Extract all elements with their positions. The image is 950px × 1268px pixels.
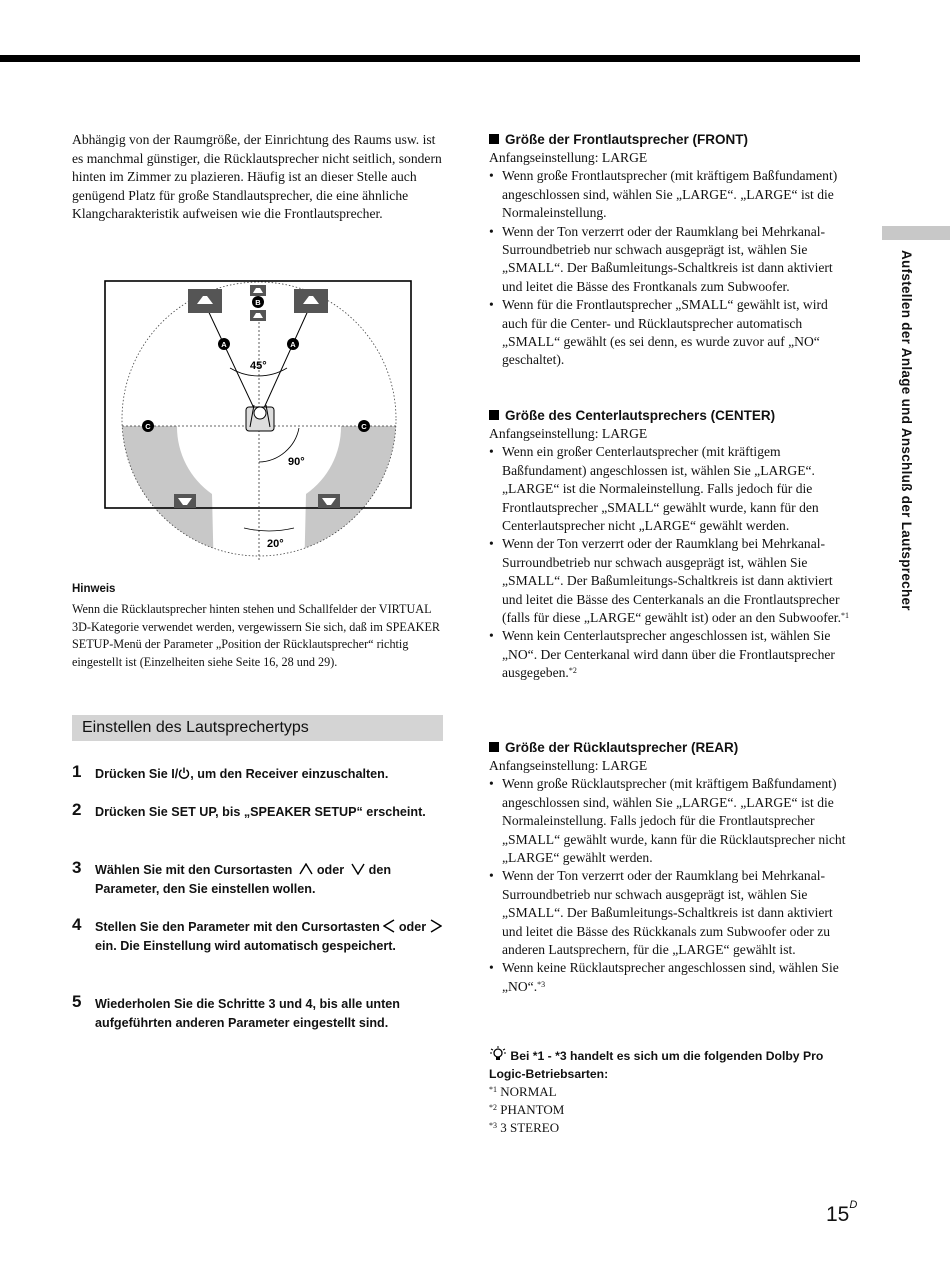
step-text: Stellen Sie den Parameter mit den Cursortasten oder ein. Die Einstellung wird automatisch gespeichert. xyxy=(95,918,447,956)
front-bullet: • Wenn für die Frontlautsprecher „SMALL“ gewählt ist, wird auch für die Center- und Rücklautsprecher automatisch „SMALL“ gewählt (es sei denn, es wurde zuvor auf „NO“ geschaltet). xyxy=(489,296,854,370)
listener-icon xyxy=(246,405,274,431)
cursor-up-icon xyxy=(299,863,313,875)
front-bullet: • Wenn große Frontlautsprecher (mit kräftigem Baßfundament) angeschlossen sind, wählen Sie „LARGE“. „LARGE“ ist die Normaleinstellung. xyxy=(489,167,854,222)
rear-initial-setting: Anfangseinstellung: LARGE xyxy=(489,758,648,773)
step-number: 1 xyxy=(72,762,82,781)
step-number: 2 xyxy=(72,800,82,819)
step-text: Drücken Sie I/ , um den Receiver einzuschalten. xyxy=(95,767,389,781)
center-heading: Größe des Centerlautsprechers (CENTER) xyxy=(489,407,854,425)
rear-bullet: • Wenn der Ton verzerrt oder der Raumklang bei Mehrkanal-Surroundbetrieb nur schwach ausgeprägt ist, wählen Sie „SMALL“. Der Baßumleitungs-Schaltkreis ist dann aktiviert und leitet die Bässe des Rückkanals zum Subwoofer oder zu anderen Lautsprechern, für die „LARGE“ gewählt ist. xyxy=(489,867,854,959)
step-number: 3 xyxy=(72,858,82,877)
front-heading: Größe der Frontlautsprecher (FRONT) xyxy=(489,131,854,149)
rear-bullet: • Wenn keine Rücklautsprecher angeschlossen sind, wählen Sie „NO“.$^{*3}$ xyxy=(489,959,854,996)
lightbulb-icon xyxy=(489,1046,507,1062)
front-right-line xyxy=(259,304,311,419)
label-b: B xyxy=(255,298,261,307)
page-number: $15^D$ xyxy=(826,1199,858,1226)
center-bullet: • Wenn der Ton verzerrt oder der Raumklang bei Mehrkanal-Surroundbetrieb nur schwach ausgeprägt ist, wählen Sie „SMALL“. Der Baßumleitungs-Schaltkreis ist dann aktiviert und leitet die Bässe des Centerkanals an die Frontlautsprecher (falls für diese „LARGE“ gewählt ist) oder an den Subwoofer.$^{*1}$ xyxy=(489,535,854,627)
rear-speaker-section xyxy=(489,739,854,996)
label-a-left: A xyxy=(221,340,227,349)
intro-paragraph: Abhängig von der Raumgröße, der Einrichtung des Raums usw. ist es manchmal günstiger, die Rücklautsprecher nicht seitlich, sondern hinten im Zimmer zu plazieren. Häufig ist an dieser Stelle auch genügend Platz für große Standlautsprecher, die eine ähnliche Klangcharakteristik aufweisen wie die Frontlautsprecher. xyxy=(72,132,442,222)
front-bullet: • Wenn der Ton verzerrt oder der Raumklang bei Mehrkanal-Surroundbetrieb nur schwach ausgeprägt ist, wählen Sie „SMALL“. Der Baßumleitungs-Schaltkreis ist dann aktiviert und leitet die Bässe des Frontkanals zum Subwoofer. xyxy=(489,223,854,297)
rear-right-speaker-icon xyxy=(318,494,340,508)
section-title: Einstellen des Lautsprechertyps xyxy=(82,719,309,736)
center-bullet: • Wenn ein großer Centerlautsprecher (mit kräftigem Baßfundament) angeschlossen ist, wählen Sie „LARGE“. „LARGE“ ist die Normaleinstellung. Falls jedoch für die Frontlautsprecher „SMALL“ gewählt wurde, kann für den Centerlautsprecher nicht „LARGE“ gewählt werden. xyxy=(489,443,854,535)
footnote: $^{*1}$ NORMAL xyxy=(489,1084,557,1099)
front-left-speaker-icon xyxy=(188,289,222,313)
label-c-right: C xyxy=(361,422,367,431)
rear-bullet: • Wenn große Rücklautsprecher (mit kräftigem Baßfundament) angeschlossen sind, wählen Sie „LARGE“. „LARGE“ ist die Normaleinstellung. Falls jedoch für die Frontlautsprecher „SMALL“ gewählt wurde, kann für die Rücklautsprecher nicht „LARGE“ gewählt werden. xyxy=(489,775,854,867)
hint-title: Hinweis xyxy=(72,583,116,595)
tip-box xyxy=(489,1046,849,1136)
cursor-right-icon xyxy=(430,919,442,933)
hint-box xyxy=(72,581,442,671)
angle-45-label: 45° xyxy=(250,360,267,372)
front-right-speaker-icon xyxy=(294,289,328,313)
footnote: $^{*2}$ PHANTOM xyxy=(489,1101,565,1117)
label-a-right: A xyxy=(290,340,296,349)
square-bullet-icon xyxy=(489,134,499,144)
center-bullet: • Wenn kein Centerlautsprecher angeschlossen ist, wählen Sie „NO“. Der Centerkanal wird dann über die Frontlautsprecher ausgegeben.$^{*2}$ xyxy=(489,627,854,682)
power-icon xyxy=(178,767,190,779)
front-initial-setting: Anfangseinstellung: LARGE xyxy=(489,150,648,165)
step-text: Wählen Sie mit den Cursortasten oder den Parameter, den Sie einstellen wollen. xyxy=(95,863,392,896)
step-text: Wiederholen Sie die Schritte 3 und 4, bis alle unten aufgeführten anderen Parameter eingestellt sind. xyxy=(95,997,400,1030)
center-speaker-section xyxy=(489,407,854,683)
step-number: 5 xyxy=(72,992,82,1011)
section-tab-marker xyxy=(882,226,950,240)
cursor-down-icon xyxy=(351,863,365,875)
side-chapter-title: Aufstellen der Anlage und Anschluß der Lautsprecher xyxy=(899,250,914,611)
rear-angle-arc xyxy=(244,528,294,531)
step-number: 4 xyxy=(72,915,82,934)
front-speaker-section xyxy=(489,131,854,370)
center-initial-setting: Anfangseinstellung: LARGE xyxy=(489,426,648,441)
square-bullet-icon xyxy=(489,410,499,420)
step-text: Drücken Sie SET UP, bis „SPEAKER SETUP“ erscheint. xyxy=(95,805,426,819)
rear-speaker-zone xyxy=(104,426,416,570)
top-rule xyxy=(0,55,860,62)
angle-20-label: 20° xyxy=(267,538,284,550)
tip-title: Bei *1 - *3 handelt es sich um die folgenden Dolby Pro Logic-Betriebsarten: xyxy=(489,1046,849,1083)
angle-90-label: 90° xyxy=(288,456,305,468)
speaker-placement-diagram xyxy=(104,280,416,570)
cursor-left-icon xyxy=(383,919,395,933)
rear-heading: Größe der Rücklautsprecher (REAR) xyxy=(489,739,854,757)
section-header xyxy=(72,715,443,741)
label-c-left: C xyxy=(145,422,151,431)
square-bullet-icon xyxy=(489,742,499,752)
rear-left-speaker-icon xyxy=(174,494,196,508)
hint-text: Wenn die Rücklautsprecher hinten stehen und Schallfelder der VIRTUAL 3D-Kategorie verwendet werden, vergewissern Sie sich, daß im SPEAKER SETUP-Menü der Parameter „Position der Rücklautsprecher“ richtig eingestellt ist (Einzelheiten siehe Seite 16, 28 und 29). xyxy=(72,602,441,669)
footnote: $^{*3}$ 3 STEREO xyxy=(489,1119,560,1135)
